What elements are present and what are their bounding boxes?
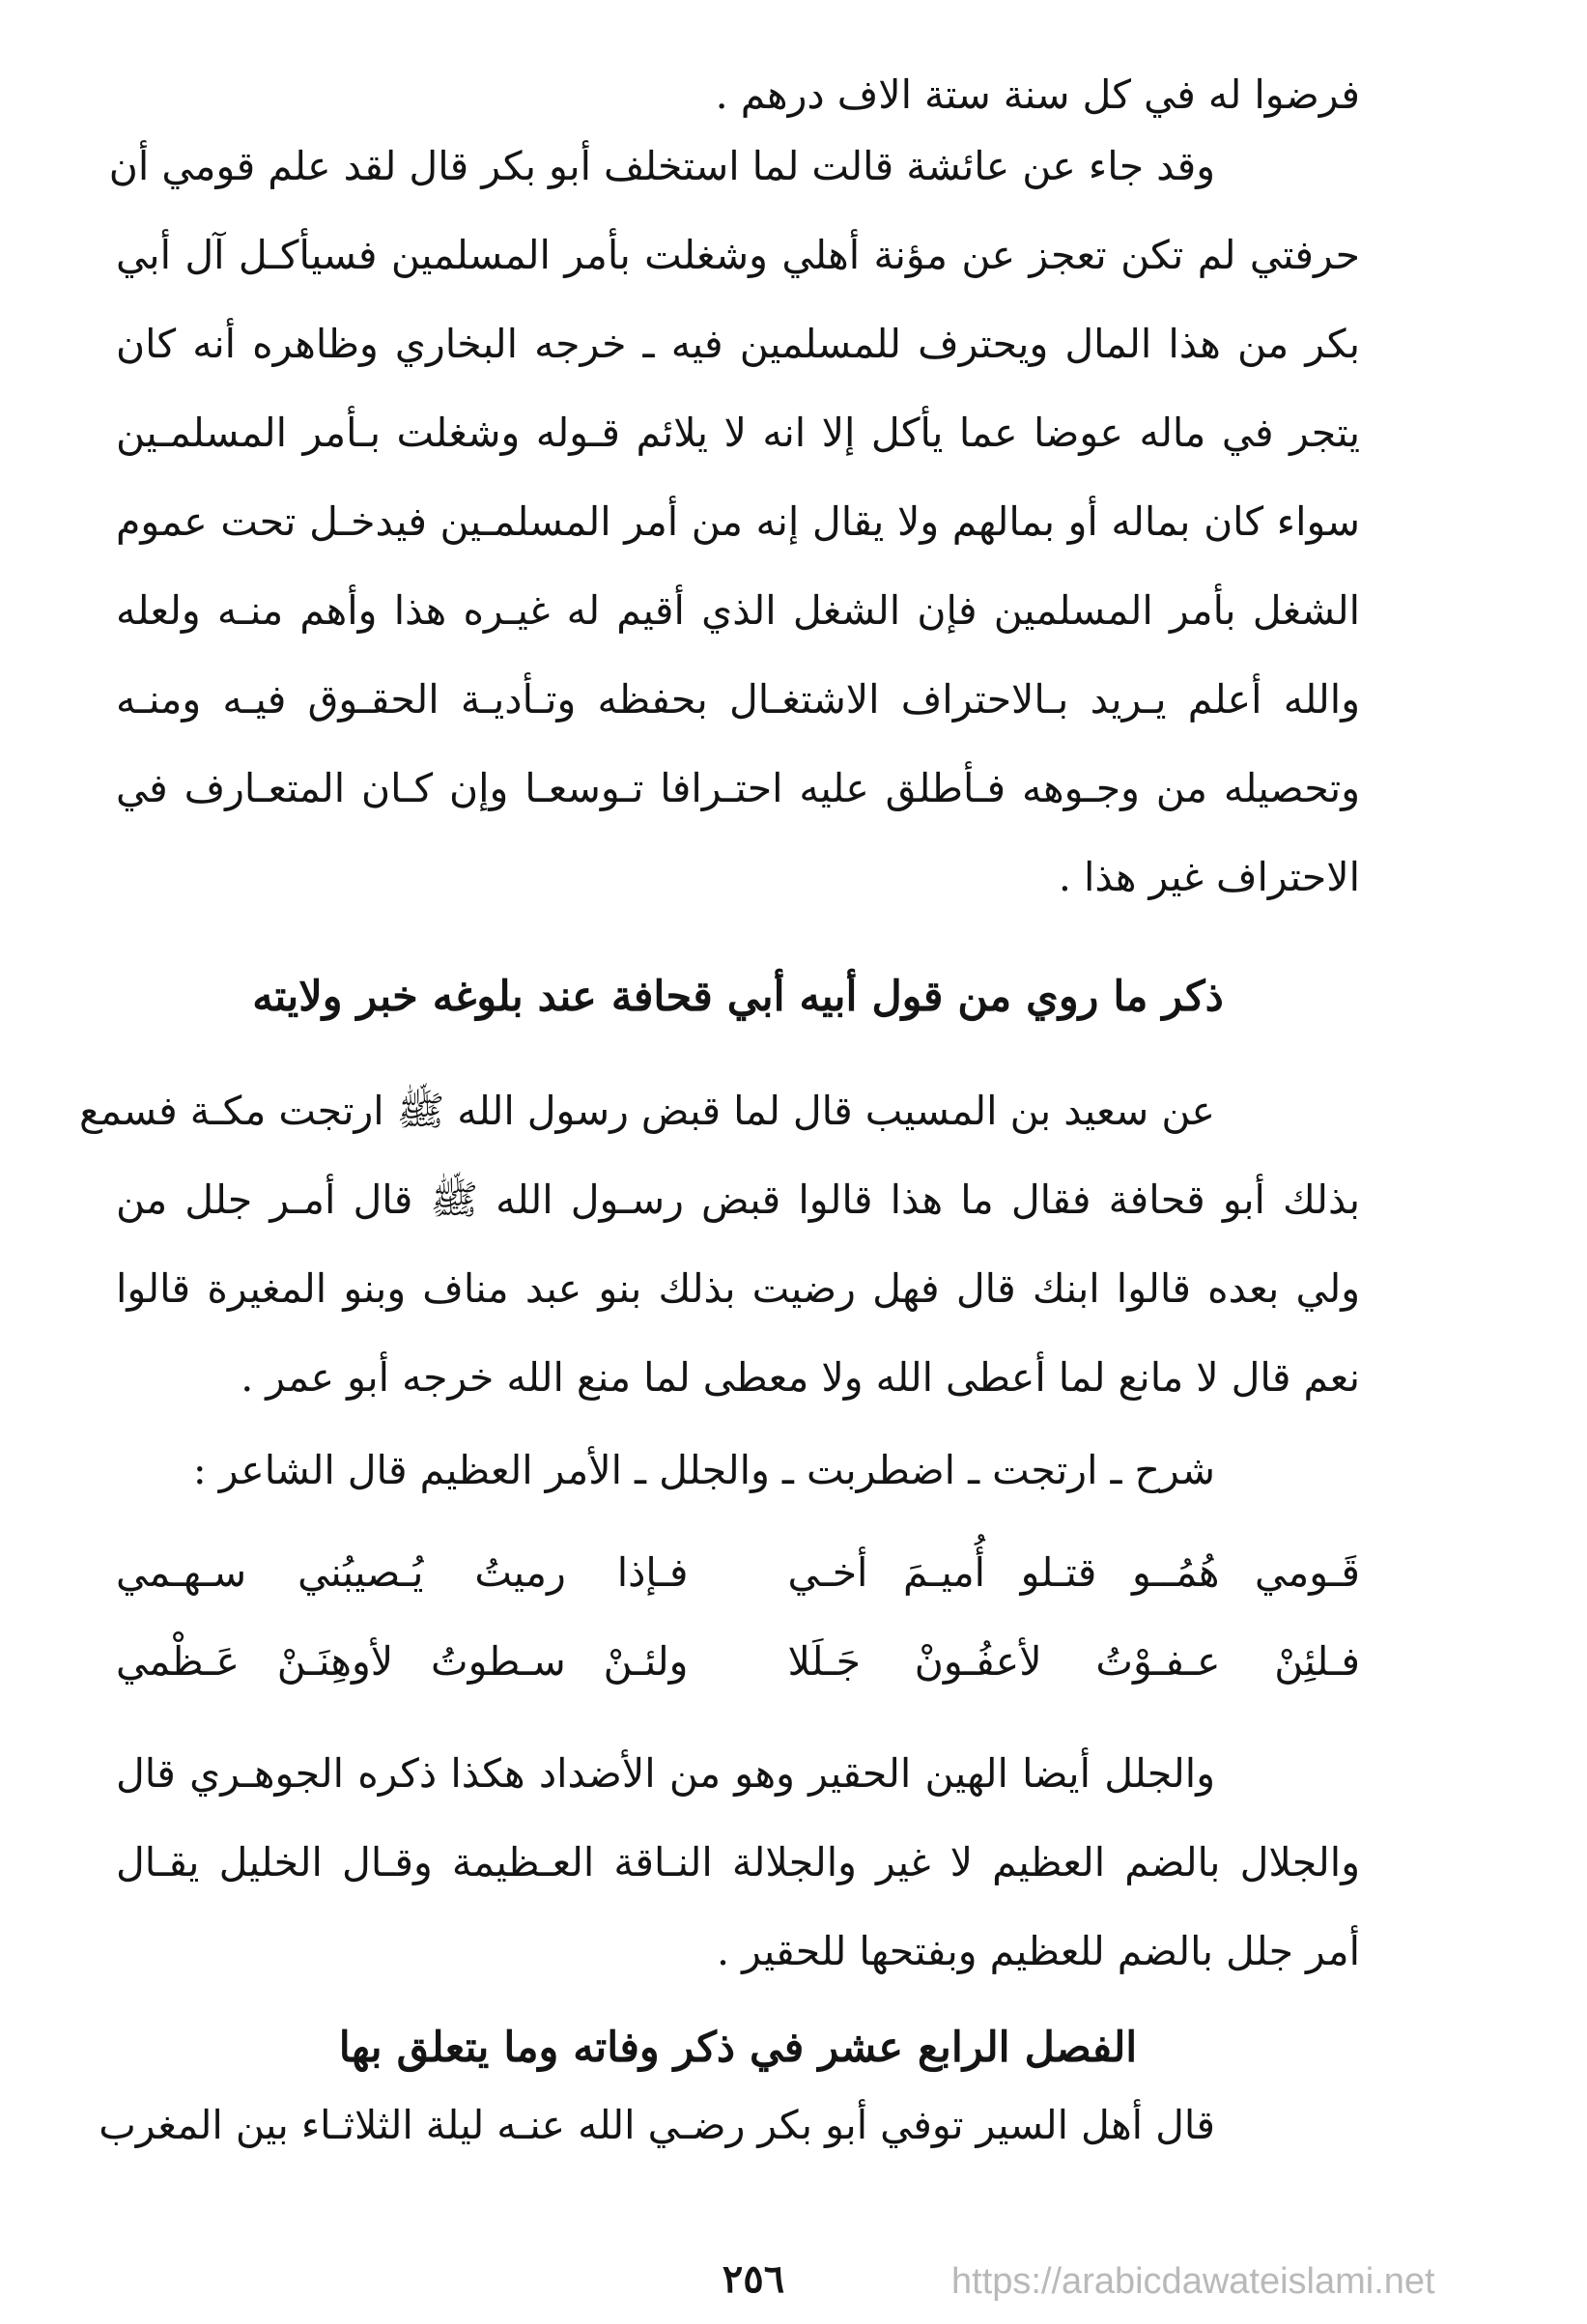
paragraph-commentary	[116, 1426, 1360, 1515]
text-line: بذلك أبو قحافة فقال ما هذا قالوا قبض رسـول الله ﷺ قال أمـر جلل من	[116, 1176, 1360, 1223]
text-line: فرضوا له في كل سنة ستة الاف درهم .	[715, 71, 1360, 118]
hemistich-first: قَـومي هُمُــو قتـلو أُميـمَ أخـي	[787, 1549, 1360, 1596]
text-line: وقد جاء عن عائشة قالت لما استخلف أبو بكر قال لقد علم قومي أن	[108, 143, 1215, 189]
verse	[116, 1528, 1360, 1617]
section-heading: ذكر ما روي من قول أبيه أبي قحافة عند بلوغه خبر ولايته	[252, 973, 1224, 1021]
text-line: والله أعلم يـريد بـالاحتراف الاشتغـال بحفظه وتـأديـة الحقـوق فيـه ومنـه	[116, 676, 1360, 723]
text-line: الاحتراف غير هذا .	[1058, 854, 1360, 900]
page-number: ٢٥٦	[722, 2256, 785, 2302]
paragraph-3	[79, 1066, 1360, 1422]
paragraph-4	[116, 1729, 1360, 1996]
text-line: عن سعيد بن المسيب قال لما قبض رسول الله ﷺ ارتجت مكـة فسمع	[79, 1088, 1215, 1134]
text-line: أمر جلل بالضم للعظيم وبفتحها للحقير .	[717, 1928, 1360, 1974]
hemistich-second: ولئـنْ سـطوتُ لأوهِنَـنْ عَـظْمي	[116, 1638, 689, 1685]
verse	[116, 1617, 1360, 1706]
hemistich-second: فـإذا رميتُ يُـصيبُني سـهـمي	[116, 1549, 689, 1596]
text-line: والجلل أيضا الهين الحقير وهو من الأضداد هكذا ذكره الجوهـري قال	[116, 1750, 1215, 1797]
paragraph-5	[99, 2081, 1360, 2169]
watermark-url: https://arabicdawateislami.net	[951, 2261, 1435, 2302]
chapter-heading: الفصل الرابع عشر في ذكر وفاته وما يتعلق بها	[338, 2024, 1138, 2072]
text-line: نعم قال لا مانع لما أعطى الله ولا معطى لما منع الله خرجه أبو عمر .	[241, 1354, 1360, 1401]
text-line: شرح ـ ارتجت ـ اضطربت ـ والجلل ـ الأمر العظيم قال الشاعر :	[192, 1447, 1215, 1493]
hemistich-first: فـلئِنْ عـفـوْتُ لأعفُـونْ جَـلَلا	[787, 1638, 1360, 1685]
text-line: بكر من هذا المال ويحترف للمسلمين فيه ـ خرجه البخاري وظاهره أنه كان	[116, 321, 1360, 367]
text-line: الشغل بأمر المسلمين فإن الشغل الذي أقيم له غيـره هذا وأهم منـه ولعله	[116, 587, 1360, 634]
text-line: والجلال بالضم العظيم لا غير والجلالة النـاقة العـظيمة وقـال الخليل يقـال	[116, 1839, 1360, 1885]
text-line: قال أهل السير توفي أبو بكر رضـي الله عنـه ليلة الثلاثـاء بين المغرب	[99, 2102, 1215, 2148]
paragraph-2	[108, 122, 1360, 921]
text-line: سواء كان بماله أو بمالهم ولا يقال إنه من أمر المسلمـين فيدخـل تحت عموم	[116, 498, 1360, 545]
text-line: ولي بعده قالوا ابنك قال فهل رضيت بذلك بنو عبد مناف وبنو المغيرة قالوا	[116, 1265, 1360, 1312]
text-line: يتجر في ماله عوضا عما يأكل إلا انه لا يلائم قـوله وشغلت بـأمر المسلمـين	[116, 410, 1360, 456]
poem	[116, 1528, 1360, 1706]
text-line: حرفتي لم تكن تعجز عن مؤنة أهلي وشغلت بأمر المسلمين فسيأكـل آل أبي	[116, 232, 1360, 278]
text-line: وتحصيله من وجـوهه فـأطلق عليه احتـرافا تـوسعـا وإن كـان المتعـارف في	[116, 765, 1360, 811]
